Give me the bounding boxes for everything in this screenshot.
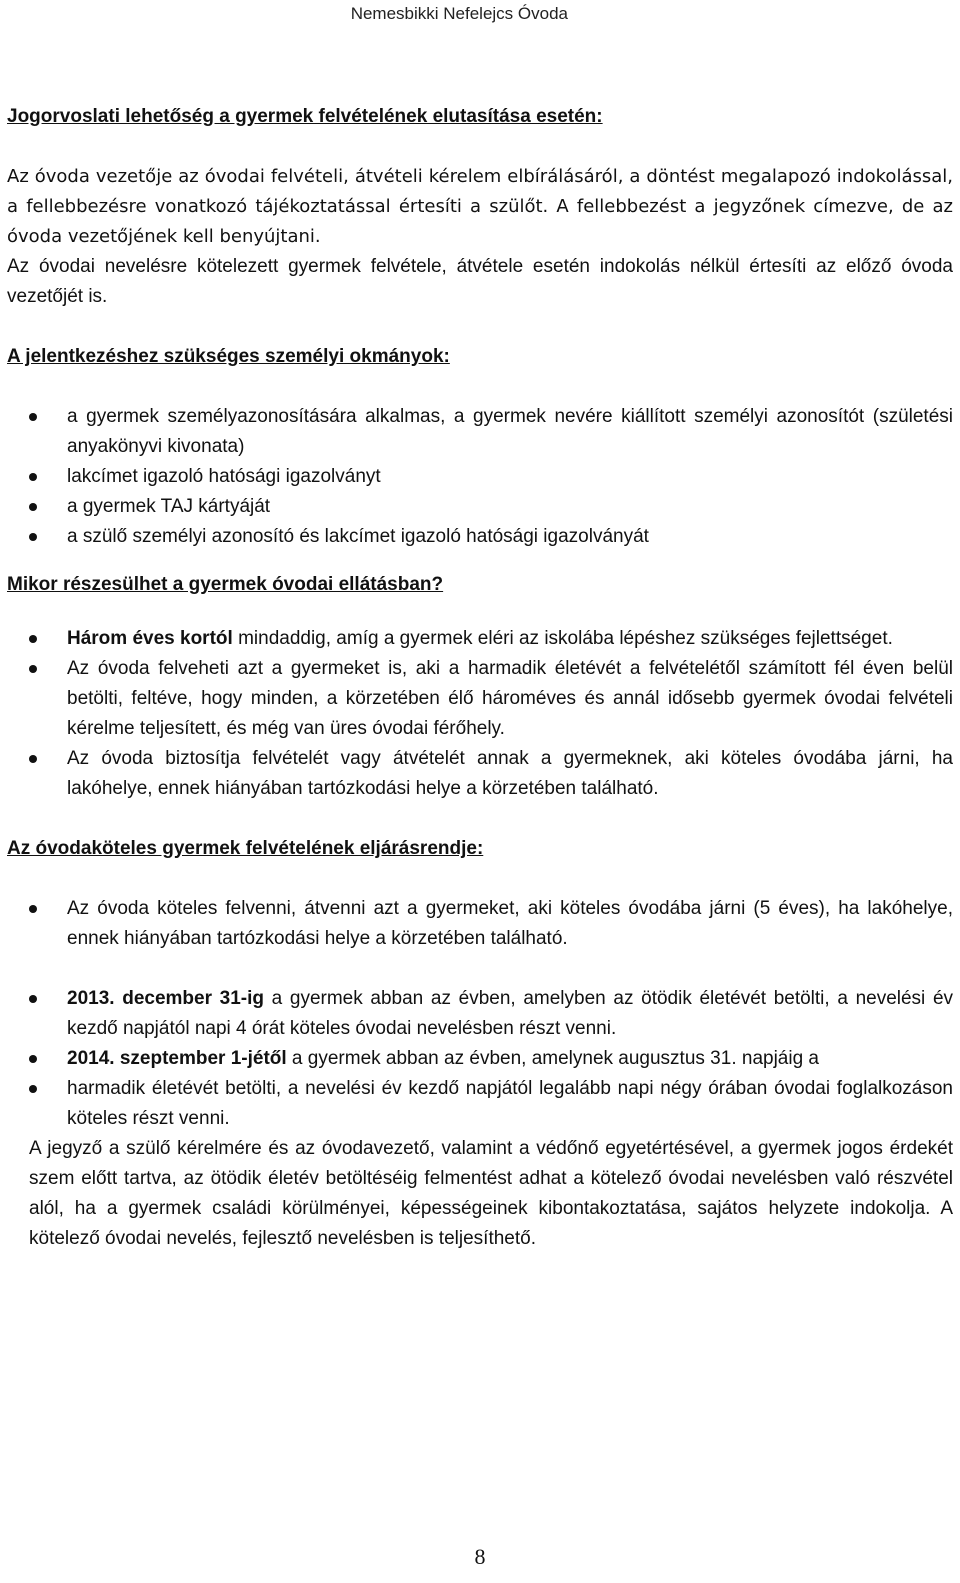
- procedure-list-b: [7, 984, 953, 1134]
- heading-required-documents: A jelentkezéshez szükséges személyi okmányok:: [7, 346, 450, 367]
- heading-appeal: Jogorvoslati lehetőség a gyermek felvételének elutasítása esetén:: [7, 106, 603, 127]
- bullet-icon: [29, 995, 37, 1003]
- list-item: Az óvoda köteles felvenni, átvenni azt a gyermeket, aki köteles óvodába járni (5 éves), ha lakóhelye, ennek hiányában tartózkodási helye a körzetében található.: [7, 894, 953, 954]
- bullet-icon: [29, 665, 37, 673]
- document-body: [7, 102, 953, 1254]
- page-header-title: Nemesbikki Nefelejcs Óvoda: [350, 4, 568, 23]
- eligibility-list: [7, 624, 953, 804]
- list-item: Az óvoda biztosítja felvételét vagy átvételét annak a gyermeknek, aki köteles óvodába járni, ha lakóhelye, ennek hiányában tartózkodási helye a körzetében található.: [7, 744, 953, 804]
- list-item: a szülő személyi azonosító és lakcímet igazoló hatósági igazolványát: [7, 522, 953, 552]
- procedure-list-a: [7, 894, 953, 954]
- heading-eligibility: Mikor részesülhet a gyermek óvodai ellátásban?: [7, 574, 444, 595]
- bullet-icon: [29, 503, 37, 511]
- bullet-icon: [29, 1085, 37, 1093]
- bullet-icon: [29, 1055, 37, 1063]
- page-number: 8: [474, 1544, 486, 1569]
- bullet-icon: [29, 755, 37, 763]
- paragraph-previous-kindergarten: Az óvodai nevelésre kötelezett gyermek felvétele, átvétele esetén indokolás nélkül értesíti az előző óvoda vezetőjét is.: [7, 256, 953, 307]
- list-item: a gyermek TAJ kártyáját: [7, 492, 953, 522]
- required-documents-list: [7, 402, 953, 552]
- list-item: Az óvoda felveheti azt a gyermeket is, aki a harmadik életévét a felvételétől számított fél éven belül betölti, feltéve, hogy minden, a körzetében élő hároméves és annál idősebb gyermek óvodai felvételi kérelme teljesített, és még van üres óvodai férőhely.: [7, 654, 953, 744]
- list-item: a gyermek személyazonosítására alkalmas, a gyermek nevére kiállított személyi azonosítót (születési anyakönyvi kivonata): [7, 402, 953, 462]
- paragraph-appeal-notice: Az óvoda vezetője az óvodai felvételi, átvételi kérelem elbírálásáról, a döntést megalapozó indokolással, a fellebbezésre vonatkozó tájékoztatással értesíti a szülőt. A fellebbezést a jegyzőnek címezve, de az óvoda vezetőjének kell benyújtani.: [7, 166, 953, 247]
- bullet-icon: [29, 533, 37, 541]
- list-item: 2013. december 31-ig a gyermek abban az évben, amelyben az ötödik életévét betölti, a nevelési év kezdő napjától napi 4 órát köteles óvodai nevelésben részt venni.: [7, 984, 953, 1044]
- bullet-icon: [29, 635, 37, 643]
- bullet-icon: [29, 413, 37, 421]
- bullet-icon: [29, 473, 37, 481]
- list-item: 2014. szeptember 1-jétől a gyermek abban az évben, amelynek augusztus 31. napjáig a: [7, 1044, 953, 1074]
- list-item: harmadik életévét betölti, a nevelési év kezdő napjától legalább napi négy órában óvodai foglalkozáson köteles részt venni.: [7, 1074, 953, 1134]
- heading-mandatory-procedure: Az óvodaköteles gyermek felvételének eljárásrendje:: [7, 838, 484, 859]
- list-item: Három éves kortól mindaddig, amíg a gyermek eléri az iskolába lépéshez szükséges fejlettséget.: [7, 624, 953, 654]
- paragraph-exemption: A jegyző a szülő kérelmére és az óvodavezető, valamint a védőnő egyetértésével, a gyermek jogos érdekét szem előtt tartva, az ötödik életév betöltéséig felmentést adhat a kötelező óvodai nevelésben való részvétel alól, ha a gyermek családi körülményei, képességeinek kibontakoztatása, sajátos helyzete indokolja. A kötelező óvodai nevelés, fejlesztő nevelésben is teljesíthető.: [29, 1138, 953, 1249]
- list-item: lakcímet igazoló hatósági igazolványt: [7, 462, 953, 492]
- bullet-icon: [29, 905, 37, 913]
